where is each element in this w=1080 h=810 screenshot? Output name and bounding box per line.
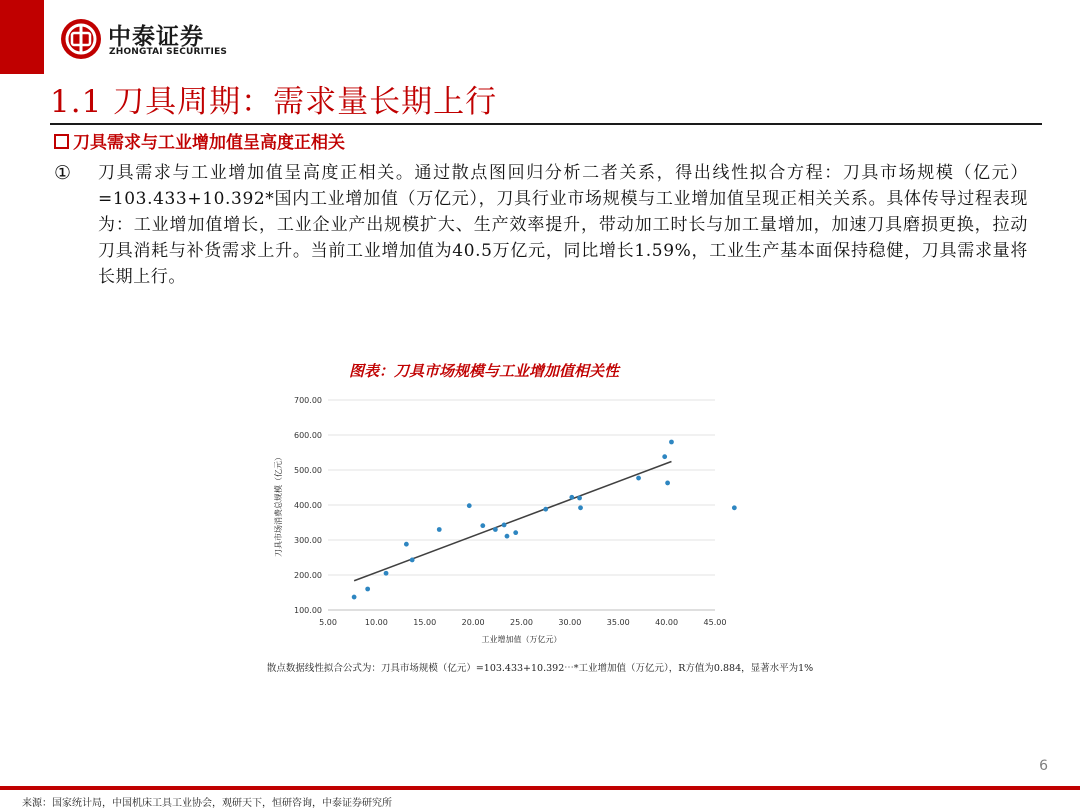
x-tick-label: 25.00 [510, 618, 533, 627]
data-point [543, 507, 548, 512]
tick-label-layer [294, 396, 726, 627]
regression-note: 散点数据线性拟合公式为：刀具市场规模（亿元）=103.433+10.392⋯*工业增加值（万亿元），R方值为0.884，显著水平为1% [266, 663, 814, 674]
section-subhead-text: 刀具需求与工业增加值呈高度正相关 [73, 133, 345, 153]
body-paragraph: 刀具需求与工业增加值呈高度正相关。通过散点图回归分析二者关系，得出线性拟合方程：刀具市场规模（亿元）=103.433+10.392*国内工业增加值（万亿元），刀具行业市场规模与工业增加值呈现正相关关系。具体传导过程表现为：工业增加值增长，工业企业产出规模扩大、生产效率提升，带动加工时长与加工量增加，加速刀具磨损更换，拉动刀具消耗与补货需求上升。当前工业增加值为40.5万亿元，同比增长1.59%，工业生产基本面保持稳健，刀具需求量将长期上行。 [98, 163, 1028, 287]
chart-title: 图表：刀具市场规模与工业增加值相关性 [348, 362, 619, 380]
y-tick-label: 600.00 [294, 431, 322, 440]
data-point [437, 527, 442, 532]
section-subhead [54, 128, 345, 153]
x-tick-label: 15.00 [413, 618, 437, 627]
slide-title: 1.1 刀具周期：需求量长期上行 [50, 84, 498, 120]
data-point [732, 505, 737, 510]
y-tick-label: 200.00 [294, 571, 322, 580]
x-tick-label: 10.00 [364, 618, 388, 627]
x-tick-label: 5.00 [319, 618, 337, 627]
data-point [384, 571, 389, 576]
brand-accent-bar [0, 0, 44, 74]
x-tick-label: 40.00 [655, 618, 679, 627]
data-point [352, 595, 357, 600]
x-tick-label: 45.00 [703, 618, 727, 627]
logo-text-cn: 中泰证券 [108, 24, 204, 50]
data-point [410, 558, 415, 563]
y-tick-label: 300.00 [294, 536, 322, 545]
trendline [354, 461, 671, 580]
logo-mark-icon [60, 18, 102, 60]
logo-text-en: ZHONGTAI SECURITIES [109, 47, 228, 57]
square-bullet-icon [54, 134, 69, 149]
data-point [467, 503, 472, 508]
data-point [513, 530, 518, 535]
logo [60, 16, 230, 62]
data-point [480, 523, 485, 528]
data-point [665, 481, 670, 486]
footer-divider [0, 786, 1080, 790]
x-tick-label: 20.00 [461, 618, 485, 627]
data-point [493, 527, 498, 532]
y-tick-label: 100.00 [294, 606, 322, 615]
x-tick-label: 35.00 [606, 618, 630, 627]
data-point [578, 505, 583, 510]
scatter-chart [255, 385, 725, 647]
data-point [662, 454, 667, 459]
data-point [404, 542, 409, 547]
y-tick-label: 500.00 [294, 466, 322, 475]
x-axis-title: 工业增加值（万亿元） [481, 635, 562, 644]
data-point [669, 440, 674, 445]
trendline-layer [354, 461, 671, 580]
title-divider [50, 123, 1042, 125]
data-point [502, 523, 507, 528]
paragraph-marker: ① [54, 162, 72, 184]
data-point [636, 476, 641, 481]
data-point [365, 587, 370, 592]
y-axis-title: 刀具市场消费总规模（亿元） [274, 453, 283, 557]
y-tick-label: 400.00 [294, 501, 322, 510]
data-point [505, 534, 510, 539]
data-point [569, 495, 574, 500]
y-tick-label: 700.00 [294, 396, 322, 405]
page-number: 6 [1039, 758, 1048, 774]
data-point [577, 496, 582, 501]
grid-layer [328, 400, 715, 575]
x-tick-label: 30.00 [558, 618, 582, 627]
source-note: 来源：国家统计局，中国机床工具工业协会，观研天下，恒研咨询，中泰证券研究所 [22, 798, 392, 809]
